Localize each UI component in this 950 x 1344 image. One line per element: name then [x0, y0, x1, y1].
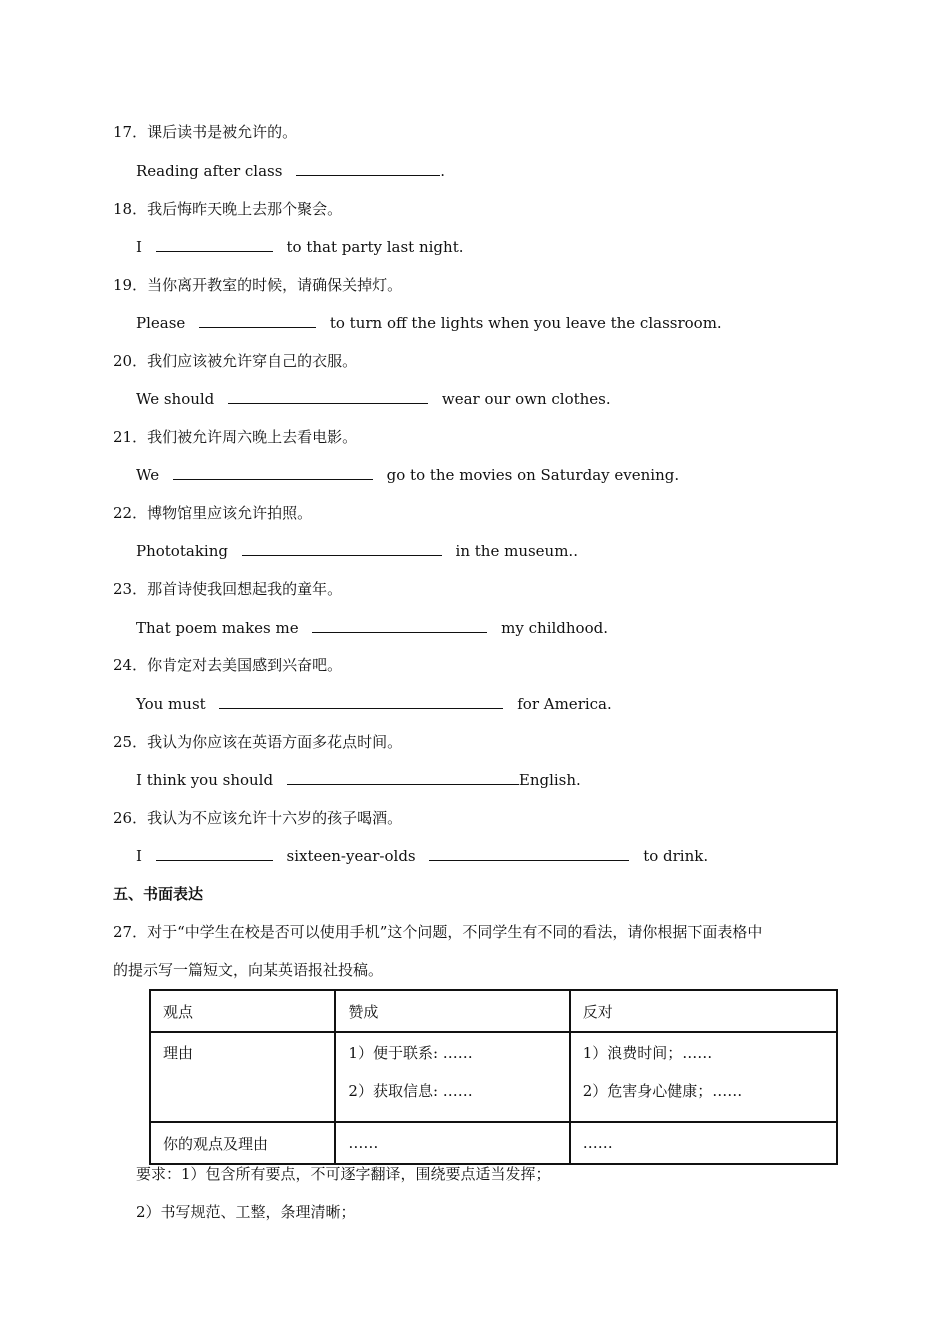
- cell-text: 1）便于联系: ……: [348, 1044, 473, 1062]
- sentence-text: Phototaking: [136, 542, 228, 560]
- question-26-sentence: [136, 846, 708, 866]
- question-18-sentence: [136, 237, 464, 257]
- sentence-text: We should: [136, 390, 215, 408]
- question-17-prompt: 17．课后读书是被允许的。: [113, 123, 298, 141]
- question-23-prompt: 23．那首诗使我回想起我的童年。: [113, 580, 343, 598]
- sentence-text: We: [136, 466, 160, 484]
- sentence-text: my childhood.: [501, 619, 608, 637]
- sentence-text: I: [136, 847, 142, 865]
- question-19-sentence: [136, 313, 722, 333]
- question-22-prompt: 22．博物馆里应该允许拍照。: [113, 504, 313, 522]
- sentence-text: I: [136, 238, 142, 256]
- question-20-sentence: [136, 389, 611, 409]
- question-21-sentence: [136, 465, 679, 485]
- sentence-text: sixteen-year-olds: [286, 847, 416, 865]
- requirement-2: 2）书写规范、工整，条理清晰；: [136, 1203, 356, 1221]
- sentence-text: Reading after class: [136, 162, 283, 180]
- section-title: 五、书面表达: [113, 885, 204, 903]
- cell-text: 1）浪费时间；……: [582, 1044, 713, 1062]
- sentence-text: English.: [518, 771, 581, 789]
- question-27-prompt-line1: 27．对于“中学生在校是否可以使用手机”这个问题，不同学生有不同的看法，请你根据下面表格中: [113, 923, 763, 941]
- sentence-text: to turn off the lights when you leave the classroom.: [329, 314, 722, 332]
- cell-text: 理由: [163, 1044, 194, 1062]
- sentence-text: Please: [136, 314, 186, 332]
- answer-blank[interactable]: [173, 465, 373, 480]
- opinion-table: [149, 989, 838, 1165]
- answer-blank[interactable]: [156, 237, 273, 252]
- sentence-text: in the museum..: [455, 542, 578, 560]
- question-25-sentence: [136, 770, 581, 790]
- sentence-text: I think you should: [136, 771, 274, 789]
- question-19-prompt: 19．当你离开教室的时候，请确保关掉灯。: [113, 276, 403, 294]
- question-20-prompt: 20．我们应该被允许穿自己的衣服。: [113, 352, 358, 370]
- question-25-prompt: 25．我认为你应该在英语方面多花点时间。: [113, 733, 403, 751]
- sentence-text: to drink.: [643, 847, 709, 865]
- answer-blank[interactable]: [429, 846, 629, 861]
- question-26-prompt: 26．我认为不应该允许十六岁的孩子喝酒。: [113, 809, 403, 827]
- sentence-text: .: [440, 162, 445, 180]
- question-17-sentence: [136, 161, 445, 181]
- table-cell: [335, 1032, 569, 1122]
- question-27-prompt-line2: 的提示写一篇短文，向某英语报社投稿。: [113, 961, 384, 979]
- question-21-prompt: 21．我们被允许周六晚上去看电影。: [113, 428, 358, 446]
- answer-blank[interactable]: [242, 541, 442, 556]
- sentence-text: You must: [136, 695, 206, 713]
- question-23-sentence: [136, 618, 608, 638]
- question-24-sentence: [136, 694, 612, 714]
- sentence-text: wear our own clothes.: [441, 390, 611, 408]
- answer-blank[interactable]: [156, 846, 273, 861]
- table-cell: 你的观点及理由: [150, 1122, 335, 1164]
- table-cell: [150, 1032, 335, 1122]
- sentence-text: go to the movies on Saturday evening.: [386, 466, 680, 484]
- table-cell: 赞成: [335, 990, 569, 1032]
- question-24-prompt: 24．你肯定对去美国感到兴奋吧。: [113, 656, 343, 674]
- table-cell: 反对: [570, 990, 837, 1032]
- cell-text: 2）危害身心健康；……: [582, 1082, 743, 1100]
- table-cell: 观点: [150, 990, 335, 1032]
- answer-blank[interactable]: [228, 389, 428, 404]
- table-row: [150, 990, 837, 1032]
- answer-blank[interactable]: [219, 694, 503, 709]
- question-18-prompt: 18．我后悔昨天晚上去那个聚会。: [113, 200, 343, 218]
- question-22-sentence: [136, 541, 578, 561]
- table-row: [150, 1122, 837, 1164]
- requirement-1: 要求：1）包含所有要点，不可逐字翻译，围绕要点适当发挥；: [136, 1165, 551, 1183]
- table-cell: [570, 1032, 837, 1122]
- answer-blank[interactable]: [199, 313, 316, 328]
- sentence-text: That poem makes me: [136, 619, 299, 637]
- answer-blank[interactable]: [312, 618, 487, 633]
- cell-text: 2）获取信息: ……: [348, 1082, 473, 1100]
- sentence-text: to that party last night.: [286, 238, 464, 256]
- table-row: [150, 1032, 837, 1122]
- answer-blank[interactable]: [287, 770, 519, 785]
- table-cell: ……: [570, 1122, 837, 1164]
- answer-blank[interactable]: [296, 161, 440, 176]
- sentence-text: for America.: [517, 695, 612, 713]
- table-cell: ……: [335, 1122, 569, 1164]
